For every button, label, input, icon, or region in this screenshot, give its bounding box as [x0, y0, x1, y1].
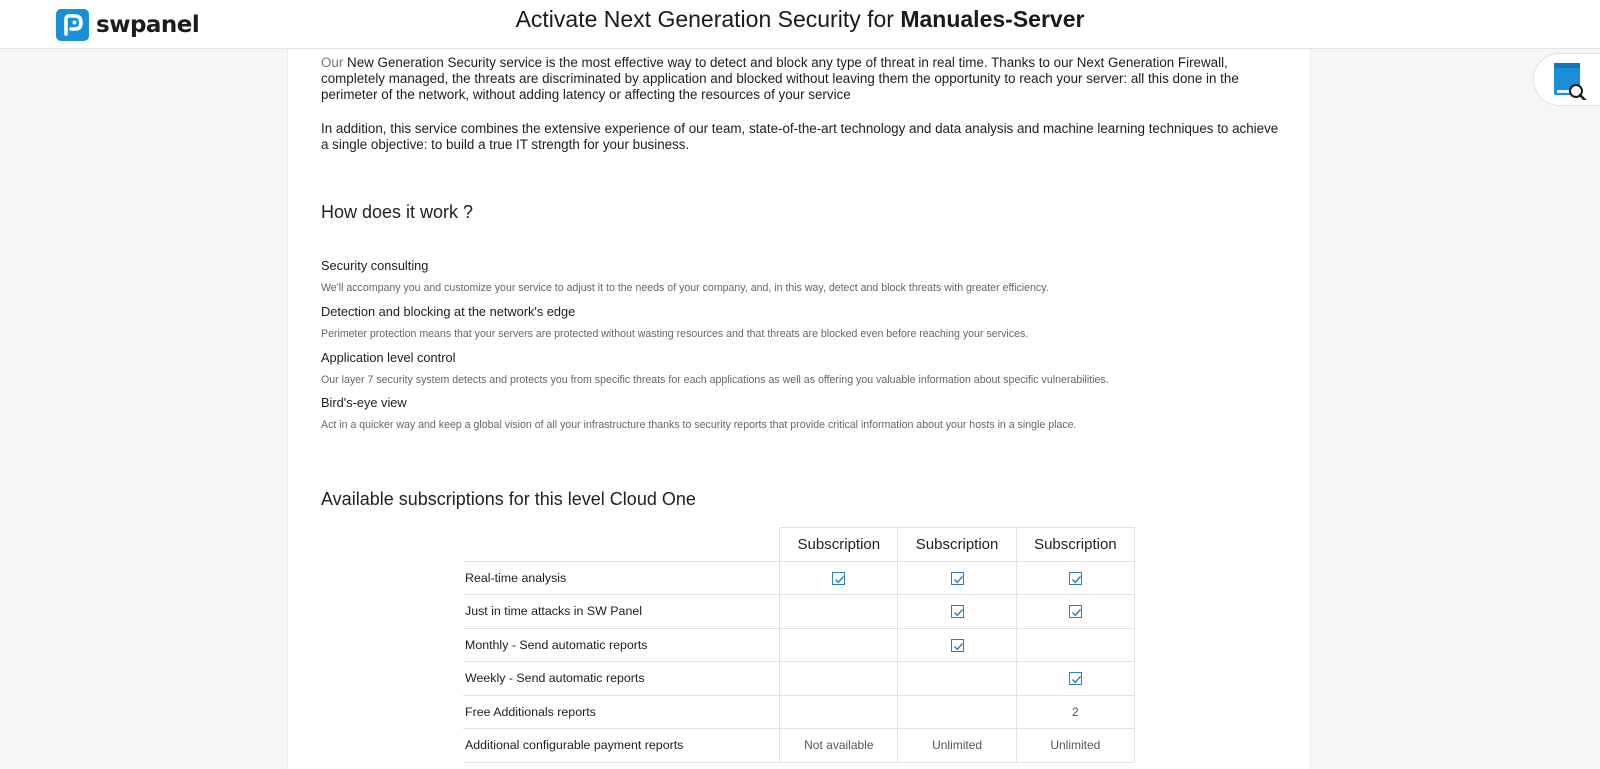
feature-included-cell — [1016, 595, 1134, 629]
table-row — [463, 695, 1135, 729]
feature-description: Act in a quicker way and keep a global vision of all your infrastructure thanks to security reports that provide critical information about your hosts in a single place. — [321, 419, 1077, 431]
table-row — [463, 662, 1135, 696]
table-cell — [780, 662, 898, 696]
checkbox-checked-icon — [951, 572, 964, 585]
table-body — [463, 561, 1135, 762]
server-name: Manuales-Server — [900, 6, 1085, 32]
intro-lead: Our — [321, 55, 344, 70]
feature-title: Detection and blocking at the network's edge — [321, 304, 576, 319]
column-header: Subscription — [898, 528, 1016, 562]
intro-paragraph-2: In addition, this service combines the extensive experience of our team, state-of-the-art technology and data analysis and machine learning techniques to achieve a single objective: to build a true IT strength for your business. — [321, 121, 1279, 152]
feature-description: Our layer 7 security system detects and protects you from specific threats for each applications as well as offering you valuable information about specific vulnerabilities. — [321, 374, 1109, 386]
table-row — [463, 729, 1135, 763]
subscriptions-heading: Available subscriptions for this level Cloud One — [321, 489, 696, 509]
column-header: Subscription — [780, 528, 898, 562]
intro-paragraph — [321, 55, 1281, 103]
feature-included-cell — [1016, 662, 1134, 696]
table-row — [463, 561, 1135, 595]
checkbox-checked-icon — [832, 572, 845, 585]
row-label: Weekly - Send automatic reports — [463, 662, 780, 696]
checkbox-checked-icon — [1069, 672, 1082, 685]
table-cell — [780, 628, 898, 662]
feature-title: Security consulting — [321, 258, 429, 273]
row-label: Real-time analysis — [463, 561, 780, 595]
feature-title: Application level control — [321, 350, 456, 365]
feature-included-cell — [898, 628, 1016, 662]
table-cell: 2 — [1016, 695, 1134, 729]
feature-included-cell — [1016, 561, 1134, 595]
table-row — [463, 595, 1135, 629]
feature-included-cell — [898, 595, 1016, 629]
table-cell: Not available — [780, 729, 898, 763]
feature-included-cell — [898, 561, 1016, 595]
table-cell — [898, 662, 1016, 696]
row-label: Just in time attacks in SW Panel — [463, 595, 780, 629]
row-label: Monthly - Send automatic reports — [463, 628, 780, 662]
help-manual-button[interactable] — [1533, 53, 1600, 106]
checkbox-checked-icon — [1069, 605, 1082, 618]
row-label: Free Additionals reports — [463, 695, 780, 729]
feature-included-cell — [780, 561, 898, 595]
how-it-works-heading: How does it work ? — [321, 202, 474, 222]
table-row — [463, 628, 1135, 662]
feature-description: We'll accompany you and customize your service to adjust it to the needs of your company, and, in this way, detect and block threats with greater efficiency. — [321, 282, 1049, 294]
table-cell — [780, 595, 898, 629]
checkbox-checked-icon — [951, 605, 964, 618]
feature-description: Perimeter protection means that your servers are protected without wasting resources and that threats are blocked even before reaching your services. — [321, 328, 1029, 340]
subscriptions-table — [463, 527, 1135, 763]
page-title-prefix: Activate Next Generation Security for — [515, 6, 901, 32]
top-header — [0, 0, 1600, 49]
table-header-row — [463, 528, 1135, 562]
page-title — [0, 6, 1600, 33]
checkbox-checked-icon — [1069, 572, 1082, 585]
brand-name: swpanel — [96, 12, 200, 38]
table-cell: Unlimited — [898, 729, 1016, 763]
row-label: Additional configurable payment reports — [463, 729, 780, 763]
table-cell — [1016, 628, 1134, 662]
feature-title: Bird's-eye view — [321, 395, 407, 410]
table-cell — [780, 695, 898, 729]
column-header: Subscription — [1016, 528, 1134, 562]
checkbox-checked-icon — [951, 639, 964, 652]
manual-search-icon — [1552, 60, 1588, 100]
intro-text: New Generation Security service is the most effective way to detect and block any type of threat in real time. Thanks to our Next Generation Firewall, completely managed, the threats are discriminated by application and blocked without leaving them the opportunity to reach your server: all this done in the perimeter of the network, without adding latency or affecting the resources of your service — [321, 55, 1239, 102]
table-cell — [898, 695, 1016, 729]
table-corner — [463, 528, 780, 562]
table-cell: Unlimited — [1016, 729, 1134, 763]
